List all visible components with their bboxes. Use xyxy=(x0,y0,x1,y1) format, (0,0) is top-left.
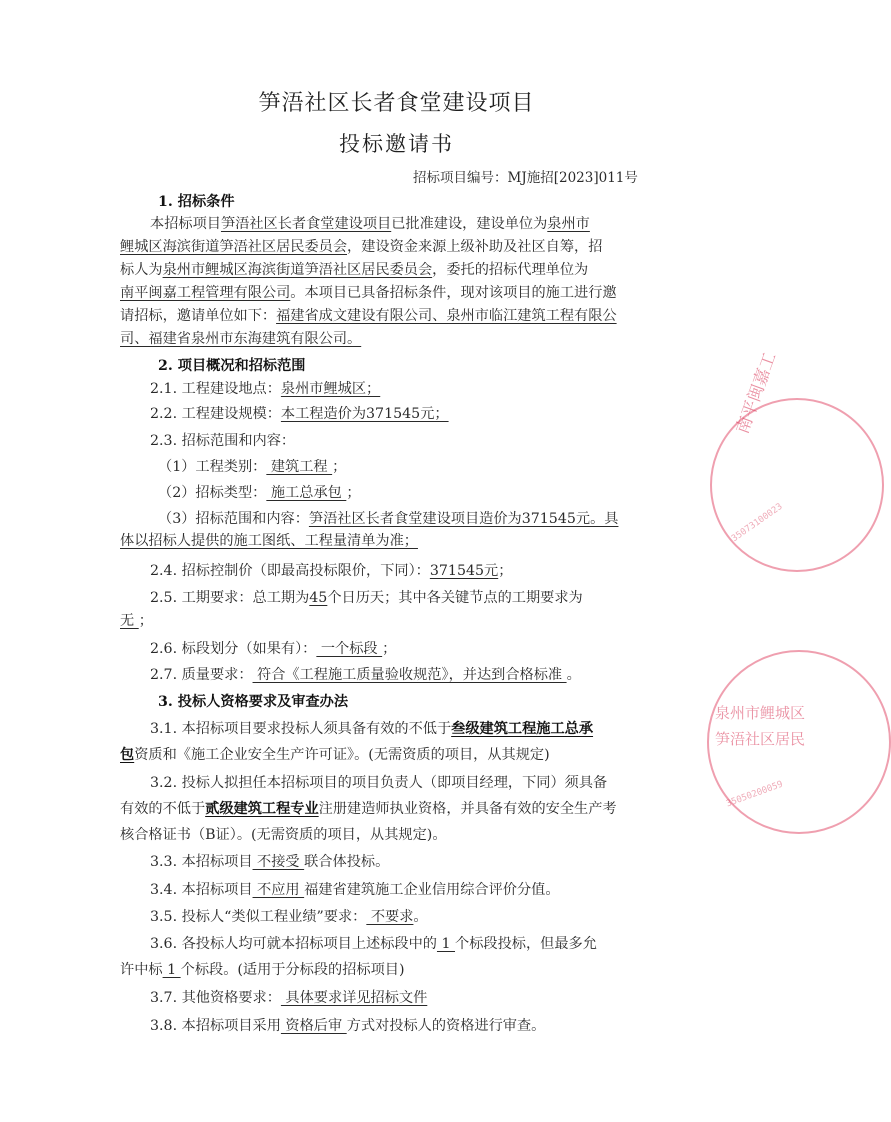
item-2-2 xyxy=(150,404,449,424)
scope-fill: 笋浯社区长者食堂建设项目造价为371545元。具 xyxy=(308,511,619,527)
text: 3.5. 投标人“类似工程业绩”要求： xyxy=(150,909,367,925)
item-3-1-cont xyxy=(120,745,550,765)
item-2-4 xyxy=(150,561,512,581)
item-2-7 xyxy=(150,665,581,685)
text: 标人为 xyxy=(120,262,163,278)
invitees-fill: 司、福建省泉州市东海建筑有限公司。 xyxy=(120,331,362,347)
text: 福建省建筑施工企业信用综合评价分值。 xyxy=(304,882,560,898)
text: 2.4. 招标控制价（即最高投标限价，下同）： xyxy=(150,563,430,579)
category-fill: 建筑工程 xyxy=(266,459,333,475)
item-2-3-3-cont xyxy=(120,531,418,551)
item-2-6 xyxy=(150,639,396,659)
item-2-3-3 xyxy=(158,509,618,529)
item-3-4 xyxy=(150,880,560,900)
owner-seal xyxy=(695,650,806,840)
consortium-fill: 不接受 xyxy=(252,854,305,870)
lot-count-fill: 1 xyxy=(436,936,456,952)
credit-fill: 不应用 xyxy=(252,882,305,898)
quality-fill: 符合《工程施工质量验收规范》，并达到合格标准 xyxy=(252,667,567,683)
section-3-heading: 3. 投标人资格要求及审查办法 xyxy=(158,694,349,710)
type-fill: 施工总承包 xyxy=(266,485,347,501)
seal-number: 35050200059 xyxy=(725,779,785,810)
section-1-line-5 xyxy=(120,306,617,326)
text: ； xyxy=(382,641,397,657)
scale-fill: 本工程造价为371545元； xyxy=(280,406,449,422)
text: 请招标，邀请单位如下： xyxy=(120,308,277,324)
text: ，委托的招标代理单位为 xyxy=(432,262,589,278)
item-2-3-1 xyxy=(158,457,346,477)
item-3-6-cont xyxy=(120,960,405,980)
text: 已批准建设，建设单位为 xyxy=(391,216,548,232)
text: 3.3. 本招标项目 xyxy=(150,854,253,870)
text: 个标段投标，但最多允 xyxy=(455,936,597,952)
text: 2.1. 工程建设地点： xyxy=(150,381,281,397)
qualification-fill: 包 xyxy=(120,747,135,763)
item-3-2-cont-2: 核合格证书（B证）。(无需资质的项目，从其规定)。 xyxy=(120,827,447,843)
item-2-3-2 xyxy=(158,483,361,503)
project-number: 招标项目编号：MJ施招[2023]011号 xyxy=(413,170,638,186)
qualification-fill: 叁级建筑工程施工总承 xyxy=(451,721,594,737)
section-2-heading: 2. 项目概况和招标范围 xyxy=(158,358,306,374)
item-3-1 xyxy=(150,719,593,739)
text: 3.8. 本招标项目采用 xyxy=(150,1018,281,1034)
text: 2.6. 标段划分（如果有）： xyxy=(150,641,317,657)
other-requirements-fill: 具体要求详见招标文件 xyxy=(280,990,428,1006)
text: （3）招标范围和内容： xyxy=(158,511,309,527)
text: 许中标 xyxy=(120,962,163,978)
document-subtitle: 投标邀请书 xyxy=(339,132,454,156)
item-3-6 xyxy=(150,934,597,954)
text: ； xyxy=(332,459,347,475)
section-1-heading: 1. 招标条件 xyxy=(158,194,235,210)
item-2-5-cont xyxy=(120,611,153,631)
text: ，建设资金来源上级补助及社区自筹，招 xyxy=(347,239,603,255)
text: 。 xyxy=(413,909,428,925)
review-method-fill: 资格后审 xyxy=(280,1018,347,1034)
max-win-fill: 1 xyxy=(162,962,181,978)
text: 2.7. 质量要求： xyxy=(150,667,253,683)
text: 2.5. 工期要求：总工期为 xyxy=(150,590,310,606)
text: （1）工程类别： xyxy=(158,459,267,475)
text: 3.4. 本招标项目 xyxy=(150,882,253,898)
agent-seal xyxy=(700,349,793,578)
item-2-3: 2.3. 招标范围和内容： xyxy=(150,433,296,449)
text: 个日历天；其中各关键节点的工期要求为 xyxy=(327,590,583,606)
location-fill: 泉州市鲤城区； xyxy=(280,381,381,397)
item-3-5 xyxy=(150,907,428,927)
owner-fill: 鲤城区海滨街道笋浯社区居民委员会 xyxy=(120,239,348,255)
invitees-fill: 福建省成文建设有限公司、泉州市临江建筑工程有限公 xyxy=(276,308,617,324)
item-2-5 xyxy=(150,588,583,608)
section-1-line-3 xyxy=(120,260,588,280)
document-title: 笋浯社区长者食堂建设项目 xyxy=(258,91,535,116)
text: 个标段。(适用于分标段的招标项目) xyxy=(180,962,405,978)
seal-text-line-1: 泉州市鲤城区 xyxy=(715,704,806,722)
project-name-fill: 笋浯社区长者食堂建设项目 xyxy=(220,216,392,232)
text: 2.2. 工程建设规模： xyxy=(150,406,281,422)
text: 方式对投标人的资格进行审查。 xyxy=(346,1018,546,1034)
seal-number: 35073100023 xyxy=(730,501,785,545)
item-3-7 xyxy=(150,988,427,1008)
owner-fill: 泉州市 xyxy=(547,216,590,232)
text: 本招标项目 xyxy=(150,216,221,232)
lots-fill: 一个标段 xyxy=(316,641,383,657)
agent-fill: 南平闽嘉工程管理有限公司 xyxy=(120,285,291,301)
text: 有效的不低于 xyxy=(120,801,206,817)
duration-fill: 45 xyxy=(309,590,328,606)
text: ； xyxy=(346,485,361,501)
item-3-3 xyxy=(150,852,389,872)
text: 3.1. 本招标项目要求投标人须具备有效的不低于 xyxy=(150,721,452,737)
scope-fill: 体以招标人提供的施工图纸、工程量清单为准； xyxy=(120,533,418,549)
milestone-fill: 无 xyxy=(120,613,139,629)
text: 。 xyxy=(566,667,581,683)
item-3-8 xyxy=(150,1016,545,1036)
text: 资质和《施工企业安全生产许可证》。(无需资质的项目，从其规定) xyxy=(134,747,550,763)
section-1-line-1 xyxy=(150,214,590,234)
pm-qualification-fill: 贰级建筑工程专业 xyxy=(205,801,319,817)
text: 3.6. 各投标人均可就本招标项目上述标段中的 xyxy=(150,936,437,952)
seal-text: 南平闽嘉工 xyxy=(732,349,781,437)
section-1-line-6 xyxy=(120,329,361,349)
section-1-line-2 xyxy=(120,237,602,257)
text: 注册建造师执业资格，并具备有效的安全生产考 xyxy=(318,801,617,817)
item-3-2: 3.2. 投标人拟担任本招标项目的项目负责人（即项目经理，下同）须具备 xyxy=(150,775,608,791)
price-cap-fill: 371545元 xyxy=(429,563,499,579)
text: 。本项目已具备招标条件，现对该项目的施工进行邀 xyxy=(290,285,617,301)
text: 3.7. 其他资格要求： xyxy=(150,990,281,1006)
text: （2）招标类型： xyxy=(158,485,267,501)
section-1-line-4 xyxy=(120,283,617,303)
text: ； xyxy=(138,613,153,629)
item-2-1 xyxy=(150,379,380,399)
experience-fill: 不要求 xyxy=(366,909,414,925)
seal-text-line-2: 笋浯社区居民 xyxy=(715,730,806,748)
item-3-2-cont xyxy=(120,799,617,819)
text: 联合体投标。 xyxy=(304,854,390,870)
text: ； xyxy=(498,563,513,579)
tenderer-fill: 泉州市鲤城区海滨街道笋浯社区居民委员会 xyxy=(162,262,433,278)
